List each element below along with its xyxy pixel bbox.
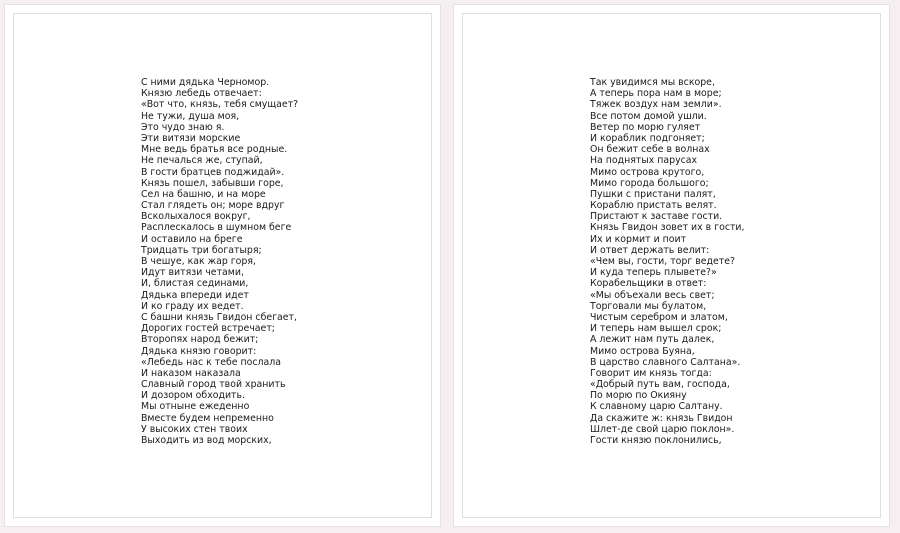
poem-line: Мне ведь братья все родные. [141, 144, 288, 156]
poem-text [141, 77, 298, 446]
poem-line: Выходить из вод морских, [141, 435, 272, 446]
poem-line: Дорогих гостей встречает; [141, 323, 275, 335]
poem-line: Это чудо знаю я. [141, 121, 225, 133]
poem-line: Кораблю пристать велят. [590, 200, 717, 212]
poem-line: Князю лебедь отвечает: [141, 88, 262, 100]
poem-line: Мы отныне ежеденно [141, 401, 250, 413]
poem-line: Все потом домой ушли. [590, 110, 707, 122]
poem-line: «Чем вы, гости, торг ведете? [590, 256, 736, 267]
poem-line: А лежит нам путь далек, [590, 334, 715, 346]
poem-line: Вместе будем непременно [141, 412, 274, 424]
poem-line: Идут витязи четами, [141, 267, 244, 279]
poem-line: И кораблик подгоняет; [590, 132, 705, 144]
poem-line: Гости князю поклонились, [590, 435, 722, 446]
poem-line: «Добрый путь вам, господа, [590, 379, 730, 391]
poem-line: И дозором обходить. [141, 390, 246, 402]
poem-line: Тяжек воздух нам земли». [590, 99, 722, 111]
poem-line: И наказом наказала [141, 367, 241, 379]
poem-line: И ответ держать велит: [590, 244, 710, 256]
poem-line: Говорит им князь тогда: [590, 367, 712, 379]
poem-line: Торговали мы булатом, [590, 300, 707, 312]
poem-line: И, блистая сединами, [141, 278, 249, 290]
poem-line: К славному царю Салтану. [590, 401, 723, 413]
poem-line: С башни князь Гвидон сбегает, [141, 311, 298, 323]
poem-line: Он бежит себе в волнах [590, 144, 710, 156]
poem-line: Мимо острова крутого, [590, 166, 705, 178]
poem-line: Стал глядеть он; море вдруг [141, 200, 285, 212]
poem-line: В чешуе, как жар горя, [141, 256, 256, 267]
poem-line: Чистым серебром и златом, [590, 311, 728, 323]
poem-line: Пушки с пристани палят, [590, 188, 716, 200]
poem-line: Второпях народ бежит; [141, 334, 259, 346]
poem-line: И куда теперь плывете?» [590, 267, 717, 279]
poem-line: В гости братцев поджидай». [141, 166, 285, 178]
poem-line: По морю по Окияну [590, 390, 687, 402]
poem-line: И ко граду их ведет. [141, 300, 244, 312]
poem-line: С ними дядька Черномор. [141, 77, 270, 88]
poem-line: И оставило на бреге [141, 233, 243, 245]
poem-line: Их и кормит и поит [590, 233, 687, 245]
poem-line: Не тужи, душа моя, [141, 110, 240, 122]
poem-line: Корабельщики в ответ: [590, 278, 707, 290]
poem-line: Так увидимся мы вскоре, [590, 77, 715, 88]
poem-text [590, 77, 745, 446]
poem-line: Тридцать три богатыря; [141, 244, 262, 256]
poem-line: Дядька впереди идет [141, 289, 249, 301]
poem-line: Ветер по морю гуляет [590, 121, 701, 133]
poem-line: Князь Гвидон зовет их в гости, [590, 222, 745, 234]
poem-line: Пристают к заставе гости. [590, 211, 723, 223]
poem-line: У высоких стен твоих [141, 423, 248, 435]
poem-line: И теперь нам вышел срок; [590, 323, 722, 335]
poem-line: Не печалься же, ступай, [141, 155, 263, 167]
poem-line: Эти витязи морские [141, 132, 241, 144]
poem-line: Дядька князю говорит: [141, 345, 257, 357]
poem-line: Всколыхалося вокруг, [141, 211, 251, 223]
right-page [453, 4, 890, 527]
poem-line: «Вот что, князь, тебя смущает? [141, 99, 299, 111]
poem-line: «Мы объехали весь свет; [590, 289, 715, 301]
poem-line: Славный город твой хранить [141, 379, 286, 391]
poem-line: Да скажите ж: князь Гвидон [590, 412, 733, 424]
poem-line: Мимо острова Буяна, [590, 345, 695, 357]
left-page [4, 4, 441, 527]
poem-line: На поднятых парусах [590, 155, 698, 167]
poem-line: Расплескалось в шумном беге [141, 222, 292, 234]
poem-line: Шлет-де свой царю поклон». [590, 423, 735, 435]
poem-line: «Лебедь нас к тебе послала [141, 356, 281, 368]
poem-line: В царство славного Салтана». [590, 356, 741, 368]
poem-line: А теперь пора нам в море; [590, 88, 722, 100]
poem-line: Мимо города большого; [590, 177, 709, 189]
poem-line: Сел на башню, и на море [141, 188, 266, 200]
poem-line: Князь пошел, забывши горе, [141, 177, 284, 189]
